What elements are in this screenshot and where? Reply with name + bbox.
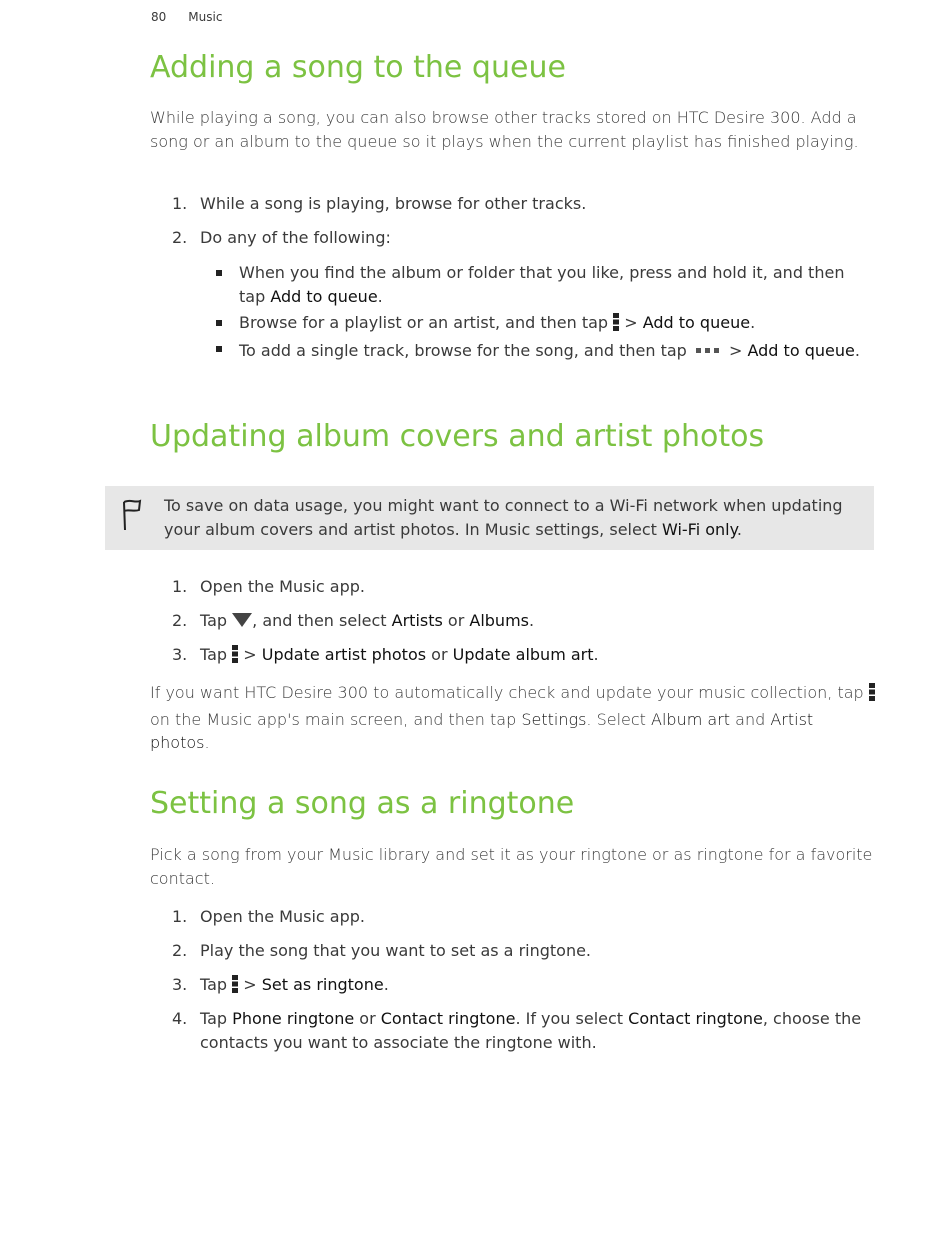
ringtone-intro: Pick a song from your Music library and set it as your ringtone or as ringtone for a favorite contact.: [150, 845, 873, 888]
triangle-down-icon: [232, 610, 252, 634]
section-title-album-covers: Updating album covers and artist photos: [150, 419, 765, 454]
bullet-marker: [216, 270, 222, 276]
flag-note-icon: [121, 498, 143, 536]
section-name: Music: [188, 10, 223, 24]
bullet-marker: [216, 346, 222, 352]
note-text: To save on data usage, you might want to connect to a Wi-Fi network when updating your album covers and artist photos. In Music settings, select Wi-Fi only.: [164, 496, 843, 539]
section-title-queue: Adding a song to the queue: [150, 50, 566, 85]
album-auto-update-paragraph: If you want HTC Desire 300 to automatically check and update your music collection, tap on the Music app's main screen, and then tap Settings. Select Album art and Artist photos.: [150, 681, 875, 755]
page-header: [151, 10, 244, 24]
page-number: 80: [151, 10, 167, 24]
note-box: [105, 486, 874, 550]
queue-intro: While playing a song, you can also browse other tracks stored on HTC Desire 300. Add a song or an album to the queue so it plays when the current playlist has finished playing.: [150, 108, 859, 151]
bullet-marker: [216, 320, 222, 326]
horizontal-dots-more-icon: [696, 337, 720, 361]
vertical-dots-menu-icon: [869, 683, 875, 708]
section-title-ringtone: Setting a song as a ringtone: [150, 786, 575, 821]
